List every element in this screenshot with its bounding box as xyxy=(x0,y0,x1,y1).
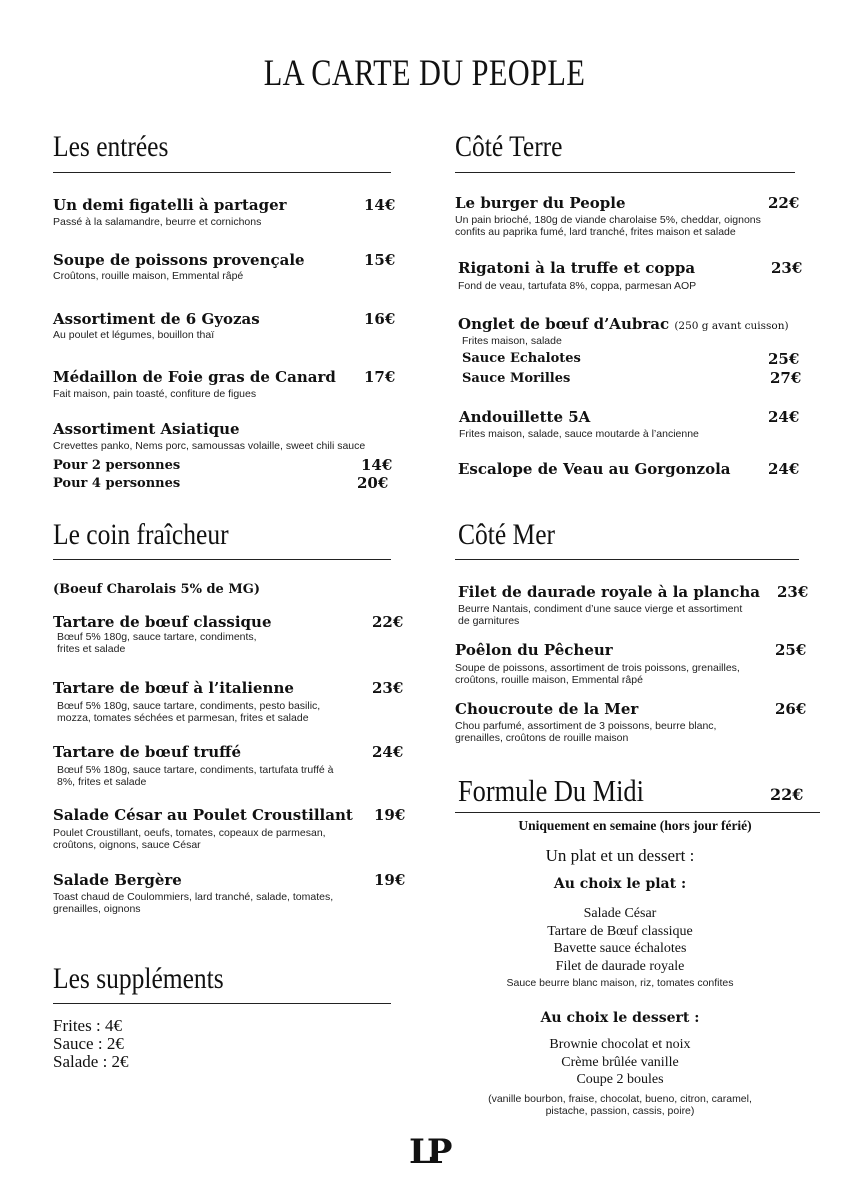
section-heading-supplements: Les suppléments xyxy=(53,962,224,995)
menu-item-price: 22€ xyxy=(768,194,800,212)
desc-line: de garnitures xyxy=(458,615,520,627)
section-note: (Boeuf Charolais 5% de MG) xyxy=(53,582,260,597)
desc-line: Bœuf 5% 180g, sauce tartare, condiments, xyxy=(57,631,257,643)
divider xyxy=(455,172,795,173)
menu-item-name: Choucroute de la Mer xyxy=(455,700,639,718)
desc-line: Beurre Nantais, condiment d’une sauce vierge et assortiment xyxy=(458,603,743,615)
item-name-text: Onglet de bœuf d’Aubrac xyxy=(458,315,670,333)
supplement-item: Sauce : 2€ xyxy=(53,1034,124,1053)
dessert-item: Crème brûlée vanille xyxy=(561,1054,679,1070)
section-heading-fraicheur: Le coin fraîcheur xyxy=(53,518,229,551)
section-heading-terre: Côté Terre xyxy=(455,130,563,163)
divider xyxy=(455,812,820,813)
supplement-item: Salade : 2€ xyxy=(53,1052,129,1071)
desc-line: grenailles, croûtons de rouille maison xyxy=(455,732,629,744)
menu-item-description: Frites maison, salade xyxy=(462,335,562,347)
dessert-item: Coupe 2 boules xyxy=(576,1072,664,1087)
desc-line: Soupe de poissons, assortiment de trois poissons, grenailles, xyxy=(455,662,740,674)
plat-note: Sauce beurre blanc maison, riz, tomates confites xyxy=(506,977,734,989)
formule-intro: Un plat et un dessert : xyxy=(545,846,695,865)
menu-item-name: Tartare de bœuf truffé xyxy=(53,743,241,761)
menu-item-price: 23€ xyxy=(777,583,809,601)
menu-item-price: 14€ xyxy=(364,196,396,214)
note-line: pistache, passion, cassis, poire) xyxy=(545,1105,695,1117)
menu-item-description xyxy=(458,603,742,627)
desc-line: Bœuf 5% 180g, sauce tartare, condiments, pesto basilic, xyxy=(57,700,321,712)
plat-heading: Au choix le plat : xyxy=(553,876,687,892)
menu-item-name: Poêlon du Pêcheur xyxy=(455,641,613,659)
desc-line: grenailles, oignons xyxy=(53,903,141,915)
menu-item-name: Tartare de bœuf classique xyxy=(53,613,272,631)
desc-line: croûtons, rouille maison, Emmental râpé xyxy=(455,674,643,686)
menu-item-price: 17€ xyxy=(364,368,396,386)
desc-line: mozza, tomates séchées et parmesan, frites et salade xyxy=(57,712,309,724)
menu-item-name: Andouillette 5A xyxy=(459,408,591,426)
menu-item-price: 23€ xyxy=(771,259,803,277)
dessert-item: Brownie chocolat et noix xyxy=(549,1037,691,1052)
plat-item: Tartare de Bœuf classique xyxy=(547,923,693,939)
menu-item-price: 19€ xyxy=(374,806,406,824)
menu-item-price: 25€ xyxy=(775,641,807,659)
menu-item-description: Crevettes panko, Nems porc, samoussas volaille, sweet chili sauce xyxy=(53,440,366,452)
menu-item-description: Croûtons, rouille maison, Emmental râpé xyxy=(53,270,244,282)
sauce-option-label: Sauce Morilles xyxy=(462,371,571,386)
divider xyxy=(53,559,391,560)
divider xyxy=(53,1003,391,1004)
sauce-option-label: Sauce Echalotes xyxy=(462,351,581,366)
menu-item-name: Rigatoni à la truffe et coppa xyxy=(458,259,696,277)
desc-line: Bœuf 5% 180g, sauce tartare, condiments, tartufata truffé à xyxy=(57,764,334,776)
section-heading-entrees: Les entrées xyxy=(53,130,169,163)
menu-item-name: Soupe de poissons provençale xyxy=(53,251,305,269)
portion-price: 20€ xyxy=(357,474,389,492)
menu-item-name: Le burger du People xyxy=(455,194,626,212)
menu-item-description: Au poulet et légumes, bouillon thaï xyxy=(53,329,215,341)
menu-item-name: Salade César au Poulet Croustillant xyxy=(53,806,353,824)
menu-item-price: 16€ xyxy=(364,310,396,328)
menu-item-price: 22€ xyxy=(372,613,404,631)
menu-item-name: Assortiment de 6 Gyozas xyxy=(53,310,260,328)
menu-item-description xyxy=(455,214,761,238)
menu-item-name: Un demi figatelli à partager xyxy=(53,196,287,214)
menu-item-price: 26€ xyxy=(775,700,807,718)
menu-item-price: 24€ xyxy=(372,743,404,761)
brand-logo: LP xyxy=(409,1132,447,1172)
menu-item-name: Assortiment Asiatique xyxy=(53,420,240,438)
desc-line: frites et salade xyxy=(57,643,126,655)
dessert-list xyxy=(470,1036,770,1089)
menu-item-description xyxy=(53,891,333,915)
menu-item-price: 24€ xyxy=(768,408,800,426)
sauce-option-price: 25€ xyxy=(768,350,800,368)
page-title: LA CARTE DU PEOPLE xyxy=(263,53,586,94)
desc-line: Poulet Croustillant, oeufs, tomates, copeaux de parmesan, xyxy=(53,827,326,839)
desc-line: confits au paprika fumé, lard tranché, frites maison et salade xyxy=(455,226,736,238)
menu-item-name: Escalope de Veau au Gorgonzola xyxy=(458,460,731,478)
supplement-item: Frites : 4€ xyxy=(53,1016,122,1035)
desc-line: croûtons, oignons, sauce César xyxy=(53,839,201,851)
menu-item-description xyxy=(455,662,740,686)
supplement-list xyxy=(53,1017,129,1071)
portion-label: Pour 4 personnes xyxy=(53,476,181,491)
desc-line: Toast chaud de Coulommiers, lard tranché, salade, tomates, xyxy=(53,891,334,903)
menu-item-description: Fait maison, pain toasté, confiture de figues xyxy=(53,388,257,400)
menu-item-description xyxy=(57,764,333,788)
menu-item-name: Médaillon de Foie gras de Canard xyxy=(53,368,336,386)
menu-item-description xyxy=(455,720,716,744)
divider xyxy=(455,559,799,560)
sauce-option-price: 27€ xyxy=(770,369,802,387)
desc-line: 8%, frites et salade xyxy=(57,776,147,788)
formule-subtitle: Uniquement en semaine (hors jour férié) xyxy=(518,818,752,833)
menu-item-name xyxy=(458,315,789,333)
divider xyxy=(53,172,391,173)
menu-item-description: Passé à la salamandre, beurre et cornichons xyxy=(53,216,262,228)
portion-label: Pour 2 personnes xyxy=(53,458,181,473)
note-line: (vanille bourbon, fraise, chocolat, bueno, citron, caramel, xyxy=(488,1093,752,1105)
desc-line: Un pain brioché, 180g de viande charolaise 5%, cheddar, oignons xyxy=(455,214,761,226)
portion-price: 14€ xyxy=(361,456,393,474)
menu-item-name: Filet de daurade royale à la plancha xyxy=(458,583,760,601)
section-heading-mer: Côté Mer xyxy=(458,518,556,551)
menu-item-name: Salade Bergère xyxy=(53,871,182,889)
plat-item: Salade César xyxy=(583,906,657,921)
plat-item: Filet de daurade royale xyxy=(555,958,685,974)
plat-list xyxy=(470,905,770,975)
menu-item-description xyxy=(57,700,320,724)
dessert-note xyxy=(460,1093,780,1117)
plat-item: Bavette sauce échalotes xyxy=(553,941,687,956)
menu-item-description: Fond de veau, tartufata 8%, coppa, parmesan AOP xyxy=(458,280,697,292)
formule-price: 22€ xyxy=(770,785,804,804)
menu-item-price: 24€ xyxy=(768,460,800,478)
menu-item-name: Tartare de bœuf à l’italienne xyxy=(53,679,294,697)
menu-item-price: 15€ xyxy=(364,251,396,269)
menu-item-description xyxy=(53,827,326,851)
section-heading-formule: Formule Du Midi xyxy=(458,773,644,808)
item-note: (250 g avant cuisson) xyxy=(674,320,789,332)
menu-item-price: 19€ xyxy=(374,871,406,889)
dessert-heading: Au choix le dessert : xyxy=(540,1010,700,1026)
menu-item-description: Frites maison, salade, sauce moutarde à l’ancienne xyxy=(459,428,699,440)
menu-item-description xyxy=(57,631,257,655)
desc-line: Chou parfumé, assortiment de 3 poissons, beurre blanc, xyxy=(455,720,717,732)
menu-item-price: 23€ xyxy=(372,679,404,697)
